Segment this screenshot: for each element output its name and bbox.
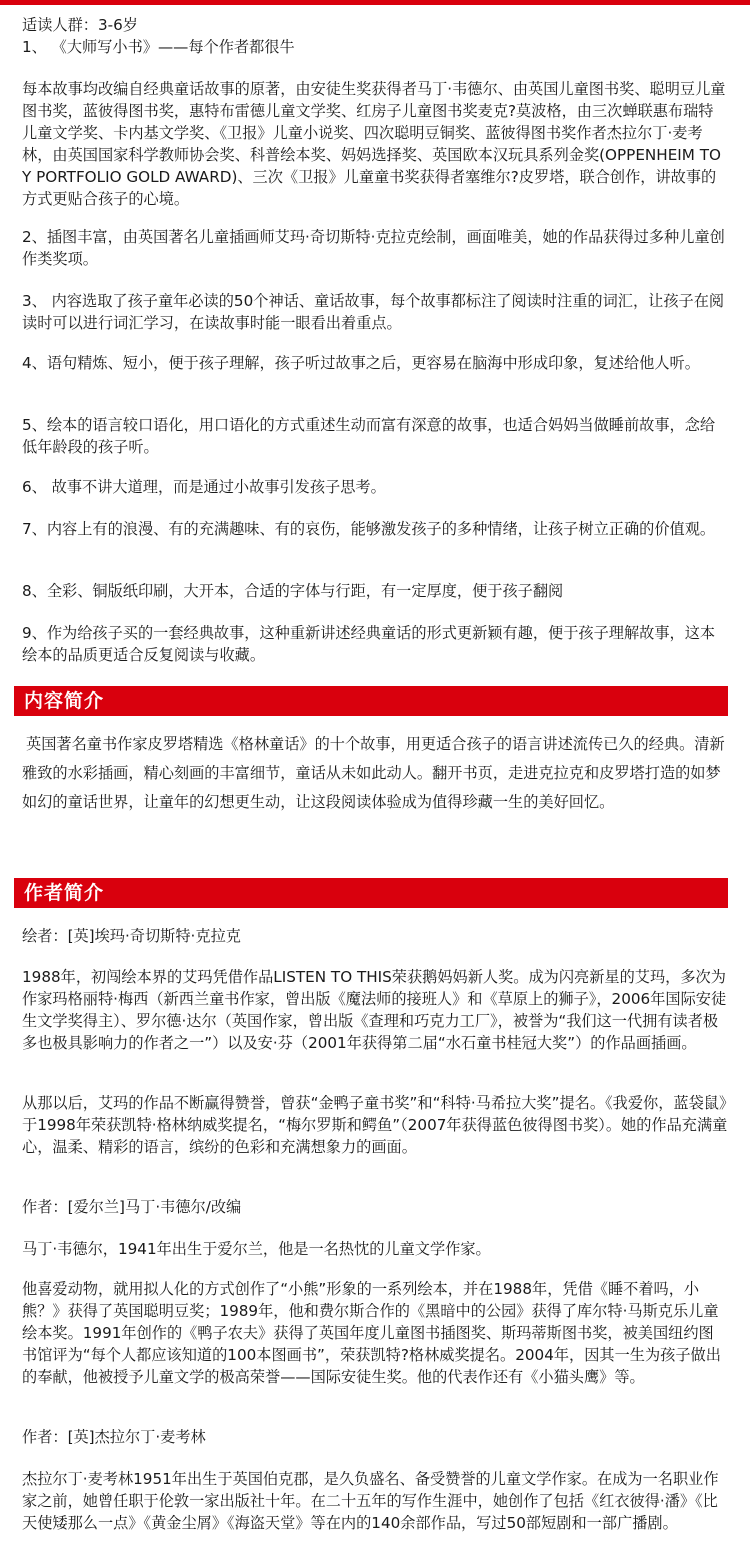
point-5: 5、绘本的语言较口语化，用口语化的方式重述生动而富有深意的故事，也适合妈妈当做睡前故事，念给低年龄段的孩子听。: [22, 416, 716, 456]
content-section-header: [14, 686, 728, 716]
author-section-header: [14, 878, 728, 908]
point-7: 7、内容上有的浪漫、有的充满趣味、有的哀伤，能够激发孩子的多种情绪，让孩子树立正确的价值观。: [22, 520, 716, 538]
audience-line: 适读人群：3-6岁: [22, 16, 138, 34]
point-6: 6、 故事不讲大道理，而是通过小故事引发孩子思考。: [22, 478, 386, 496]
point-9: 9、作为给孩子买的一套经典故事，这种重新讲述经典童话的形式更新颖有趣，便于孩子理解故事，这本绘本的品质更适合反复阅读与收藏。: [22, 624, 716, 664]
author-1-bio-1: 马丁·韦德尔，1941年出生于爱尔兰，他是一名热忱的儿童文学作家。: [22, 1240, 491, 1258]
point-2: 2、插图丰富，由英国著名儿童插画师艾玛·奇切斯特·克拉克绘制，画面唯美，她的作品获得过多种儿童创作类奖项。: [22, 228, 725, 268]
point-3: 3、 内容选取了孩子童年必读的50个神话、童话故事，每个故事都标注了阅读时注重的词汇，让孩子在阅读时可以进行词汇学习，在读故事时能一眼看出着重点。: [22, 292, 725, 332]
author-2-bio-1: 杰拉尔丁·麦考林1951年出生于英国伯克郡，是久负盛名、备受赞誉的儿童文学作家。在成为一名职业作家之前，她曾任职于伦敦一家出版社十年。在二十五年的写作生涯中，她创作了包括《红衣彼得·潘》《比天使矮那么一点》《黄金尘屑》《海盗天堂》等在内的140余部作品，写过50部短剧和一部广播剧。: [22, 1470, 719, 1532]
author-1-bio-2: 他喜爱动物，就用拟人化的方式创作了“小熊”形象的一系列绘本，并在1988年，凭借《睡不着吗，小熊？》获得了英国聪明豆奖；1989年，他和费尔斯合作的《黑暗中的公园》获得了库尔特·马斯克乐儿童绘本奖。1991年创作的《鸭子农夫》获得了英国年度儿童图书插图奖、斯玛蒂斯图书奖，被美国纽约图书馆评为“每个人都应该知道的100本图画书”，荣获凯特?格林威奖提名。2004年，因其一生为孩子做出的奉献，他被授予儿童文学的极高荣誉——国际安徒生奖。他的代表作还有《小猫头鹰》等。: [22, 1280, 721, 1386]
content-section-title: 内容简介: [24, 690, 105, 712]
top-accent-bar: [0, 0, 750, 5]
content-intro: 英国著名童书作家皮罗塔精选《格林童话》的十个故事，用更适合孩子的语言讲述流传已久的经典。清新雅致的水彩插画，精心刻画的丰富细节，童话从未如此动人。翻开书页，走进克拉克和皮罗塔打造的如梦如幻的童话世界，让童年的幻想更生动，让这段阅读体验成为值得珍藏一生的美好回忆。: [22, 735, 725, 811]
illustrator-label: 绘者：[英]埃玛·奇切斯特·克拉克: [22, 927, 241, 945]
author-1-label: 作者：[爱尔兰]马丁·韦德尔/改编: [22, 1198, 242, 1216]
point-8: 8、全彩、铜版纸印刷，大开本，合适的字体与行距，有一定厚度，便于孩子翻阅: [22, 582, 564, 600]
point-1-body: 每本故事均改编自经典童话故事的原著，由安徒生奖获得者马丁·韦德尔、由英国儿童图书奖、聪明豆儿童图书奖，蓝彼得图书奖，惠特布雷德儿童文学奖、红房子儿童图书奖麦克?莫波格，由三次蝉联惠布瑞特儿童文学奖、卡内基文学奖、《卫报》儿童小说奖、四次聪明豆铜奖、蓝彼得图书奖作者杰拉尔丁·麦考林，由英国国家科学教师协会奖、科普绘本奖、妈妈选择奖、英国欧本汉玩具系列金奖(OPPENHEIM TOY PORTFOLIO GOLD AWARD)、三次《卫报》儿童童书奖获得者塞维尔?皮罗塔，联合创作，讲故事的方式更贴合孩子的心境。: [22, 80, 726, 208]
illustrator-bio-2: 从那以后，艾玛的作品不断赢得赞誉，曾获“金鸭子童书奖”和“科特·马希拉大奖”提名。《我爱你，蓝袋鼠》于1998年荣获凯特·格林纳威奖提名，“梅尔罗斯和鳄鱼”（2007年获得蓝色彼得图书奖）。她的作品充满童心，温柔、精彩的语言，缤纷的色彩和充满想象力的画面。: [22, 1094, 728, 1156]
illustrator-bio-1: 1988年，初闯绘本界的艾玛凭借作品LISTEN TO THIS荣获鹅妈妈新人奖。成为闪亮新星的艾玛，多次为作家玛格丽特·梅西（新西兰童书作家，曾出版《魔法师的接班人》和《草原上的狮子》，2006年国际安徒生文学奖得主）、罗尔德·达尔（英国作家，曾出版《查理和巧克力工厂》，被誉为“我们这一代拥有读者极多也极具影响力的作者之一”）以及安·芬（2001年获得第二届“水石童书桂冠大奖”）的作品画插画。: [22, 968, 727, 1052]
author-2-label: 作者：[英]杰拉尔丁·麦考林: [22, 1428, 206, 1446]
author-section-title: 作者简介: [24, 882, 105, 904]
point-1-title: 1、 《大师写小书》——每个作者都很牛: [22, 38, 295, 56]
point-4: 4、语句精炼、短小，便于孩子理解，孩子听过故事之后，更容易在脑海中形成印象，复述给他人听。: [22, 354, 700, 372]
